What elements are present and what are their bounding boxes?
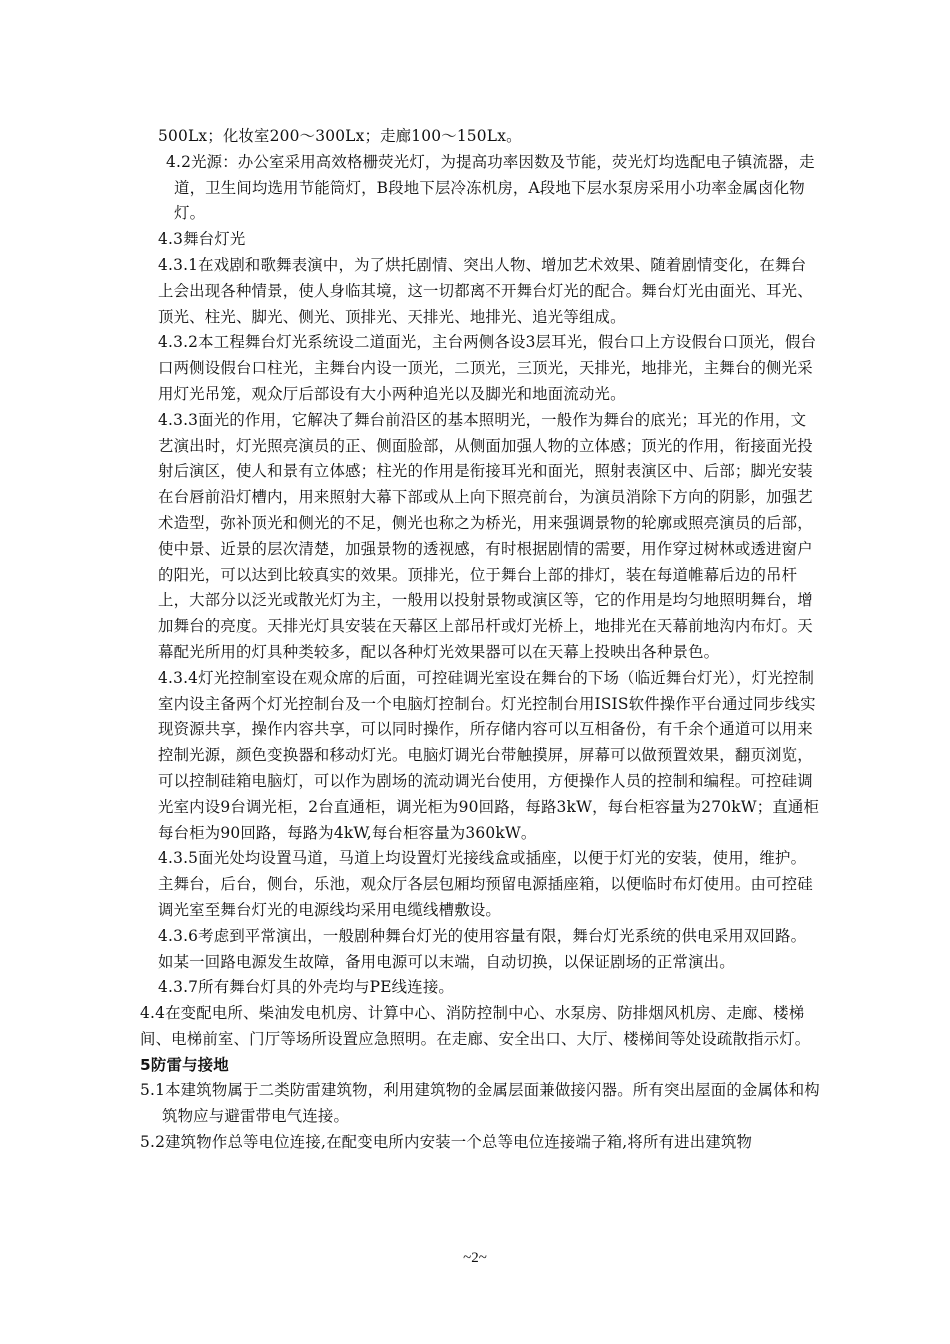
heading-4-3: 4.3舞台灯光 [158, 230, 246, 249]
page-number: ~2~ [463, 1250, 487, 1266]
paragraph-4-3-6: 4.3.6考虑到平常演出，一般剧种舞台灯光的使用容量有限，舞台灯光系统的供电采用双回路。如某一回路电源发生故障，备用电源可以末端，自动切换，以保证剧场的正常演出。 [158, 926, 807, 971]
paragraph-4-3-1: 4.3.1在戏剧和歌舞表演中，为了烘托剧情、突出人物、增加艺术效果、随着剧情变化，在舞台上会出现各种情景，使人身临其境，这一切都离不开舞台灯光的配合。舞台灯光由面光、耳光、顶光、柱光、脚光、侧光、顶排光、天排光、地排光、追光等组成。 [158, 255, 813, 326]
paragraph-4-3-4: 4.3.4灯光控制室设在观众席的后面，可控硅调光室设在舞台的下场（临近舞台灯光），灯光控制室内设主备两个灯光控制台及一个电脑灯控制台。灯光控制台用ISIS软件操作平台通过同步线实现资源共享，操作内容共享，可以同时操作，所存储内容可以互相备份，有千余个通道可以用来控制光源，颜色变换器和移动灯光。电脑灯调光台带触摸屏，屏幕可以做预置效果，翻页浏览，可以控制硅箱电脑灯，可以作为剧场的流动调光台使用，方便操作人员的控制和编程。可控硅调光室内设9台调光柜，2台直通柜，调光柜为90回路，每路3kW，每台柜容量为270kW；直通柜每台柜为90回路，每路为4kW,每台柜容量为360kW。 [158, 668, 820, 842]
paragraph-4-2: 4.2光源：办公室采用高效格栅荧光灯，为提高功率因数及节能，荧光灯均选配电子镇流器，走道，卫生间均选用节能筒灯，B段地下层冷冻机房，A段地下层水泵房采用小功率金属卤化物灯。 [166, 152, 815, 223]
paragraph-4-3-3: 4.3.3面光的作用，它解决了舞台前沿区的基本照明光，一般作为舞台的底光；耳光的作用，文艺演出时，灯光照亮演员的正、侧面脸部，从侧面加强人物的立体感；顶光的作用，衔接面光投射后演区，使人和景有立体感；柱光的作用是衔接耳光和面光，照射表演区中、后部；脚光安装在台唇前沿灯槽内，用来照射大幕下部或从上向下照亮前台，为演员消除下方向的阴影，加强艺术造型，弥补顶光和侧光的不足，侧光也称之为桥光，用来强调景物的轮廓或照亮演员的后部，使中景、近景的层次清楚，加强景物的透视感，有时根据剧情的需要，用作穿过树林或透进窗户的阳光，可以达到比较真实的效果。顶排光，位于舞台上部的排灯，装在每道帷幕后边的吊杆上，大部分以泛光或散光灯为主，一般用以投射景物或演区等，它的作用是均匀地照明舞台，增加舞台的亮度。天排光灯具安装在天幕区上部吊杆或灯光桥上，地排光在天幕前地沟内布灯。天幕配光所用的灯具种类较多，配以各种灯光效果器可以在天幕上投映出各种景色。 [158, 410, 813, 661]
heading-section-5: 5防雷与接地 [140, 1055, 229, 1074]
paragraph-5-1: 5.1本建筑物属于二类防雷建筑物，利用建筑物的金属层面兼做接闪器。所有突出屋面的金属体和构筑物应与避雷带电气连接。 [140, 1081, 820, 1126]
paragraph-4-4: 4.4在变配电所、柴油发电机房、计算中心、消防控制中心、水泵房、防排烟风机房、走廊、楼梯间、电梯前室、门厅等场所设置应急照明。在走廊、安全出口、大厅、楼梯间等处设疏散指示灯。 [140, 1004, 811, 1048]
paragraph-4-3-7: 4.3.7所有舞台灯具的外壳均与PE线连接。 [158, 978, 455, 997]
paragraph-4-3-5: 4.3.5面光处均设置马道，马道上均设置灯光接线盒或插座，以便于灯光的安装，使用，维护。主舞台，后台，侧台，乐池，观众厅各层包厢均预留电源插座箱，以便临时布灯使用。由可控硅调光室至舞台灯光的电源线均采用电缆线槽敷设。 [158, 849, 813, 919]
paragraph-4-3-2: 4.3.2本工程舞台灯光系统设二道面光，主台两侧各设3层耳光，假台口上方设假台口顶光，假台口两侧设假台口柱光，主舞台内设一顶光，二顶光，三顶光，天排光，地排光，主舞台的侧光采用灯光吊笼，观众厅后部设有大小两种追光以及脚光和地面流动光。 [158, 333, 817, 403]
paragraph-5-2: 5.2建筑物作总等电位连接,在配变电所内安装一个总等电位连接端子箱,将所有进出建筑物 [140, 1133, 753, 1152]
document-body [140, 124, 820, 1156]
paragraph-illuminance-cont: 500Lx；化妆室200～300Lx；走廊100～150Lx。 [158, 127, 522, 145]
